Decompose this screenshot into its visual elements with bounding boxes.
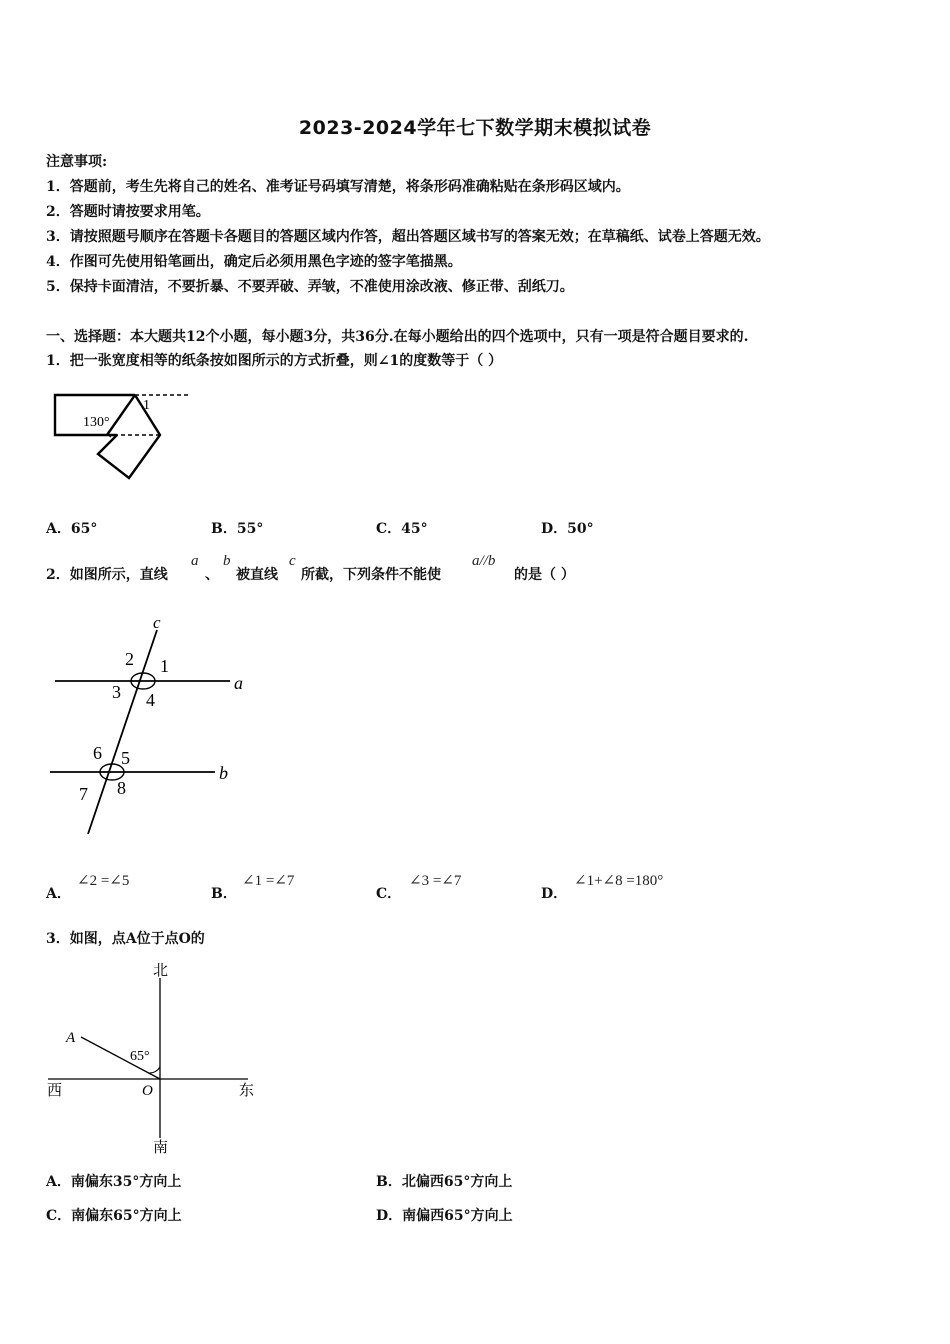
q2-math-b: b [223,553,231,569]
q2-option-a-math: ∠2 =∠5 [77,873,130,889]
notice-heading: 注意事项: [46,154,108,170]
angle-6: 6 [93,743,102,763]
angle-5: 5 [121,748,130,768]
section-heading: 一、选择题：本大题共12个小题，每小题3分，共36分.在每小题给出的四个选项中，只有一项是符合题目要求的. [46,329,749,345]
angle-8: 8 [117,778,126,798]
q1-option-c: C．45° [376,521,428,537]
label-b: b [219,763,228,783]
angle-1: 1 [160,656,169,676]
q2-option-d-math: ∠1+∠8 =180° [574,873,664,889]
q2-stem-part-5: 的是（ ） [514,567,575,583]
q2-math-parallel: a//b [472,553,496,569]
label-point-a: A [66,1030,76,1046]
q2-option-b-letter: B． [211,886,237,902]
q2-option-b-math: ∠1 =∠7 [242,873,295,889]
q3-option-b: B．北偏西65°方向上 [376,1174,513,1190]
q3-option-d: D．南偏西65°方向上 [376,1208,513,1224]
angle-7: 7 [79,784,88,804]
label-east: 东 [239,1081,255,1099]
q3-stem: 3．如图，点A位于点O的 [46,931,205,947]
notice-item-4: 4．作图可先使用铅笔画出，确定后必须用黑色字迹的签字笔描黑。 [46,254,462,270]
notice-item-2: 2．答题时请按要求用笔。 [46,204,210,220]
q3-figure [44,960,260,1155]
notice-item-3: 3．请按照题号顺序在答题卡各题目的答题区域内作答，超出答题区域书写的答案无效；在草稿纸、试卷上答题无效。 [46,229,770,245]
label-south: 南 [153,1138,169,1155]
q1-figure [45,385,195,485]
q3-option-a: A．南偏东35°方向上 [46,1174,182,1190]
q3-option-c: C．南偏东65°方向上 [46,1208,182,1224]
q2-stem-part-2: 、 [205,567,219,583]
label-a: a [234,673,243,693]
notice-item-5: 5．保持卡面清洁，不要折暴、不要弄破、弄皱，不准使用涂改液、修正带、刮纸刀。 [46,279,574,295]
label-c: c [153,613,161,632]
q2-stem-part-1: 2．如图所示，直线 [46,567,168,583]
angle-2: 2 [125,649,134,669]
q2-option-d-letter: D． [541,886,568,902]
q2-option-c-letter: C． [376,886,402,902]
angle-4: 4 [146,690,155,710]
label-north: 北 [153,961,169,979]
label-west: 西 [47,1081,63,1099]
q2-figure [45,612,255,837]
line-c [88,630,157,834]
page-title: 2023-2024学年七下数学期末模拟试卷 [298,117,652,139]
angle-3: 3 [112,682,121,702]
label-angle-65: 65° [130,1049,150,1064]
q2-stem-part-4: 所截，下列条件不能使 [301,567,441,583]
q1-option-b: B．55° [211,521,264,537]
q2-stem-part-3: 被直线 [236,567,278,583]
q2-math-a: a [191,553,199,569]
notice-item-1: 1．答题前，考生先将自己的姓名、准考证号码填写清楚，将条形码准确粘贴在条形码区域内。 [46,179,630,195]
q1-option-d: D．50° [541,521,594,537]
q1-angle-label: 130° [83,415,110,430]
q1-mark-label: 1 [143,398,150,413]
q2-math-c: c [289,553,296,569]
q2-option-c-math: ∠3 =∠7 [409,873,462,889]
q1-stem: 1．把一张宽度相等的纸条按如图所示的方式折叠，则∠1的度数等于（ ） [46,353,503,369]
q2-option-a-letter: A． [46,886,71,902]
q1-option-a: A．65° [46,521,98,537]
label-point-o: O [142,1083,153,1099]
